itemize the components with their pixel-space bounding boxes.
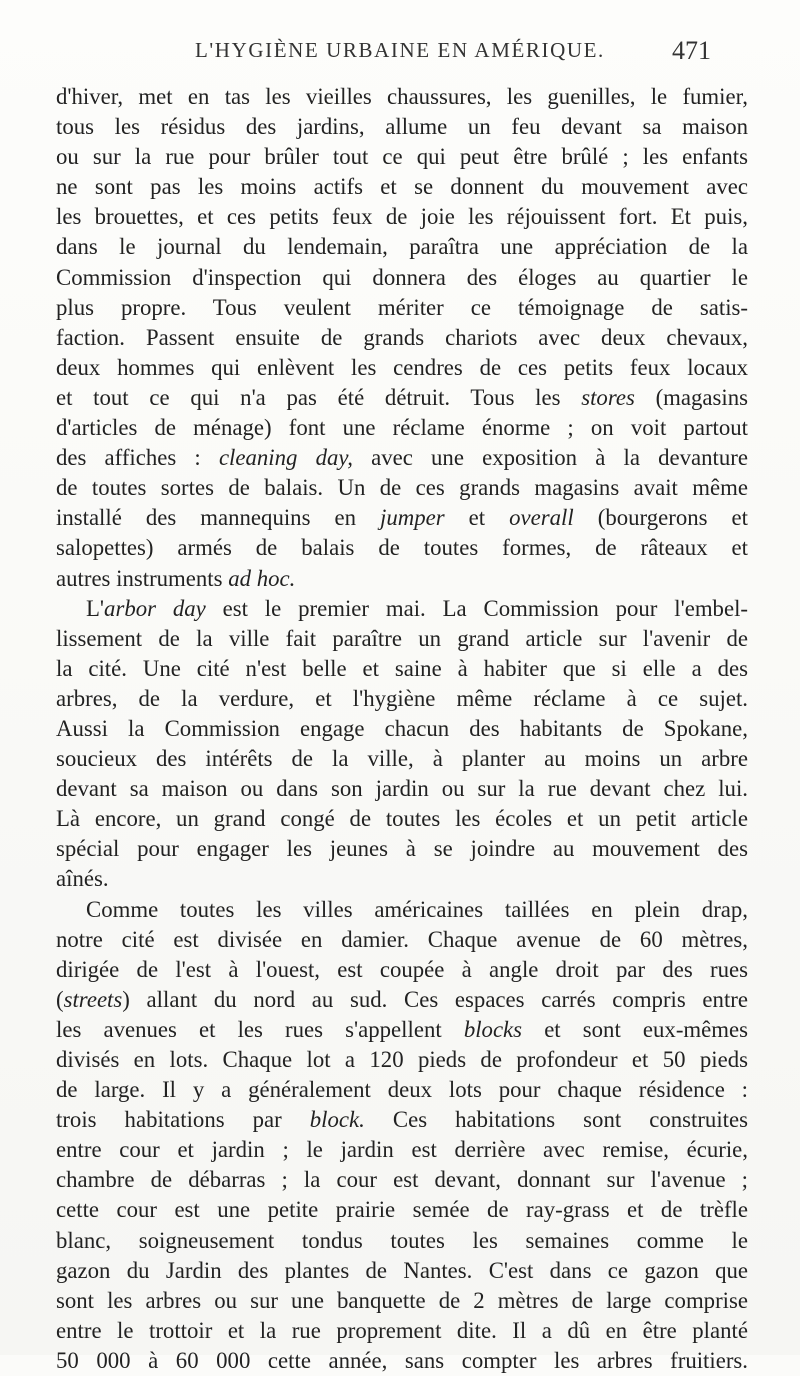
- page-number: 471: [672, 36, 711, 65]
- text-line: [56, 985, 748, 1015]
- text-run: Ces habitations sont construites: [364, 1107, 748, 1133]
- text-line: [56, 232, 748, 262]
- text-run: Commission d'inspection qui donnera des éloges au quartier le: [56, 264, 748, 290]
- text-run: 50 000 à 60 000 cette année, sans compter les arbres fruitiers.: [56, 1347, 748, 1373]
- text-run: gazon du Jardin des plantes de Nantes. C'est dans ce gazon que: [56, 1257, 748, 1283]
- text-line: [56, 1165, 748, 1195]
- text-run: trois habitations par: [56, 1107, 310, 1133]
- text-run: deux hommes qui enlèvent les cendres de ces petits feux locaux: [56, 354, 748, 380]
- text-run: salopettes) armés de balais de toutes formes, de râteaux et: [56, 535, 748, 561]
- text-run: Aussi la Commission engage chacun des habitants de Spokane,: [56, 715, 748, 741]
- text-run: Là encore, un grand congé de toutes les écoles et un petit article: [56, 806, 748, 832]
- text-run: sont les arbres ou sur une banquette de 2 mètres de large comprise: [56, 1287, 748, 1313]
- italic-run: cleaning day,: [218, 445, 353, 471]
- text-run: divisés en lots. Chaque lot a 120 pieds de profondeur et 50 pieds: [56, 1047, 748, 1072]
- text-run: chambre de débarras ; la cour est devant, donnant sur l'avenue ;: [56, 1167, 748, 1193]
- text-run: notre cité est divisée en damier. Chaque avenue de 60 mètres,: [56, 926, 748, 952]
- text-run: faction. Passent ensuite de grands chariots avec deux chevaux,: [56, 324, 748, 350]
- text-line: [56, 503, 748, 533]
- text-run: dirigée de l'est à l'ouest, est coupée à angle droit par des rues: [56, 956, 748, 982]
- text-run: et sont eux-mêmes: [522, 1016, 748, 1042]
- text-line: [56, 925, 748, 955]
- text-run: installé des mannequins en: [56, 505, 381, 531]
- text-line: [56, 1075, 748, 1105]
- text-line: [56, 834, 748, 864]
- text-line: [56, 714, 748, 744]
- text-line: [56, 1135, 748, 1165]
- italic-run: block.: [309, 1107, 365, 1133]
- text-line: [56, 383, 748, 413]
- italic-run: stores: [581, 384, 635, 410]
- text-line: [56, 1286, 748, 1316]
- text-line: [56, 744, 748, 774]
- text-run: cette cour est une petite prairie semée de ray-grass et de trèfle: [56, 1197, 748, 1223]
- text-line: [56, 864, 748, 894]
- italic-run: overall: [509, 505, 574, 531]
- italic-run: streets: [63, 986, 123, 1012]
- text-run: L': [86, 595, 105, 621]
- text-line: [56, 1105, 748, 1135]
- italic-run: blocks: [463, 1016, 523, 1042]
- text-run: blanc, soigneusement tondus toutes les semaines comme le: [56, 1227, 748, 1253]
- text-run: des affiches :: [56, 445, 219, 471]
- text-run: spécial pour engager les jeunes à se joindre au mouvement des: [56, 836, 748, 862]
- text-run: aînés.: [56, 866, 109, 892]
- text-line: [56, 895, 748, 925]
- text-line: [56, 263, 748, 293]
- text-run: est le premier mai. La Commission pour l'embel-: [205, 595, 748, 621]
- text-run: de toutes sortes de balais. Un de ces grands magasins avait même: [56, 475, 748, 501]
- text-line: [56, 1045, 748, 1075]
- text-line: [56, 654, 748, 684]
- text-line: [56, 112, 748, 142]
- text-run: ou sur la rue pour brûler tout ce qui peut être brûlé ; les enfants: [56, 144, 748, 170]
- text-line: [56, 443, 748, 473]
- text-run: (magasins: [634, 384, 748, 410]
- text-run: lissement de la ville fait paraître un grand article sur l'avenir de: [56, 625, 748, 651]
- text-line: [56, 142, 748, 172]
- text-run: ne sont pas les moins actifs et se donnent du mouvement avec: [56, 174, 748, 200]
- text-line: [56, 172, 748, 202]
- running-head: [0, 34, 800, 74]
- text-line: [56, 202, 748, 232]
- text-run: les brouettes, et ces petits feux de joie les réjouissent fort. Et puis,: [56, 204, 748, 230]
- text-run: devant sa maison ou dans son jardin ou sur la rue devant chez lui.: [56, 776, 748, 802]
- text-line: [56, 594, 748, 624]
- text-run: autres instruments: [56, 565, 229, 591]
- text-line: [56, 1346, 748, 1376]
- text-run: la cité. Une cité n'est belle et saine à habiter que si elle a des: [56, 655, 748, 681]
- text-line: [56, 1015, 748, 1045]
- text-line: [56, 353, 748, 383]
- text-run: et: [444, 505, 510, 531]
- text-line: [56, 1226, 748, 1256]
- text-run: de large. Il y a généralement deux lots pour chaque résidence :: [56, 1077, 748, 1103]
- text-run: entre le trottoir et la rue proprement dite. Il a dû en être planté: [56, 1317, 748, 1343]
- italic-run: jumper: [380, 505, 445, 531]
- text-run: d'hiver, met en tas les vieilles chaussures, les guenilles, le fumier,: [56, 84, 748, 109]
- text-line: [56, 564, 748, 594]
- text-run: ) allant du nord au sud. Ces espaces carrés compris entre: [122, 986, 748, 1012]
- text-run: Comme toutes les villes américaines taillées en plein drap,: [86, 896, 748, 922]
- italic-run: arbor day: [104, 595, 206, 621]
- text-line: [56, 804, 748, 834]
- text-line: [56, 684, 748, 714]
- text-line: [56, 1256, 748, 1286]
- text-line: [56, 323, 748, 353]
- text-line: [56, 473, 748, 503]
- text-run: plus propre. Tous veulent mériter ce témoignage de satis-: [56, 294, 748, 320]
- text-run: avec une exposition à la devanture: [352, 445, 748, 471]
- text-run: (bourgerons et: [573, 505, 748, 531]
- text-run: arbres, de la verdure, et l'hygiène même réclame à ce sujet.: [56, 685, 748, 711]
- text-line: [56, 1195, 748, 1225]
- text-line: [56, 533, 748, 563]
- text-run: (: [56, 986, 64, 1012]
- text-run: et tout ce qui n'a pas été détruit. Tous les: [56, 384, 582, 410]
- body-text: [56, 82, 748, 1376]
- text-line: [56, 955, 748, 985]
- text-run: soucieux des intérêts de la ville, à planter au moins un arbre: [56, 746, 748, 772]
- text-line: [56, 82, 748, 112]
- text-run: d'articles de ménage) font une réclame énorme ; on voit partout: [56, 415, 748, 441]
- text-run: les avenues et les rues s'appellent: [56, 1016, 464, 1042]
- text-run: dans le journal du lendemain, paraîtra une appréciation de la: [56, 234, 748, 260]
- text-run: tous les résidus des jardins, allume un feu devant sa maison: [56, 114, 748, 140]
- text-line: [56, 293, 748, 323]
- text-line: [56, 774, 748, 804]
- text-line: [56, 1316, 748, 1346]
- text-line: [56, 413, 748, 443]
- text-run: entre cour et jardin ; le jardin est derrière avec remise, écurie,: [56, 1137, 748, 1163]
- text-line: [56, 624, 748, 654]
- italic-run: ad hoc.: [228, 565, 296, 591]
- running-title: L'HYGIÈNE URBAINE EN AMÉRIQUE.: [195, 38, 605, 62]
